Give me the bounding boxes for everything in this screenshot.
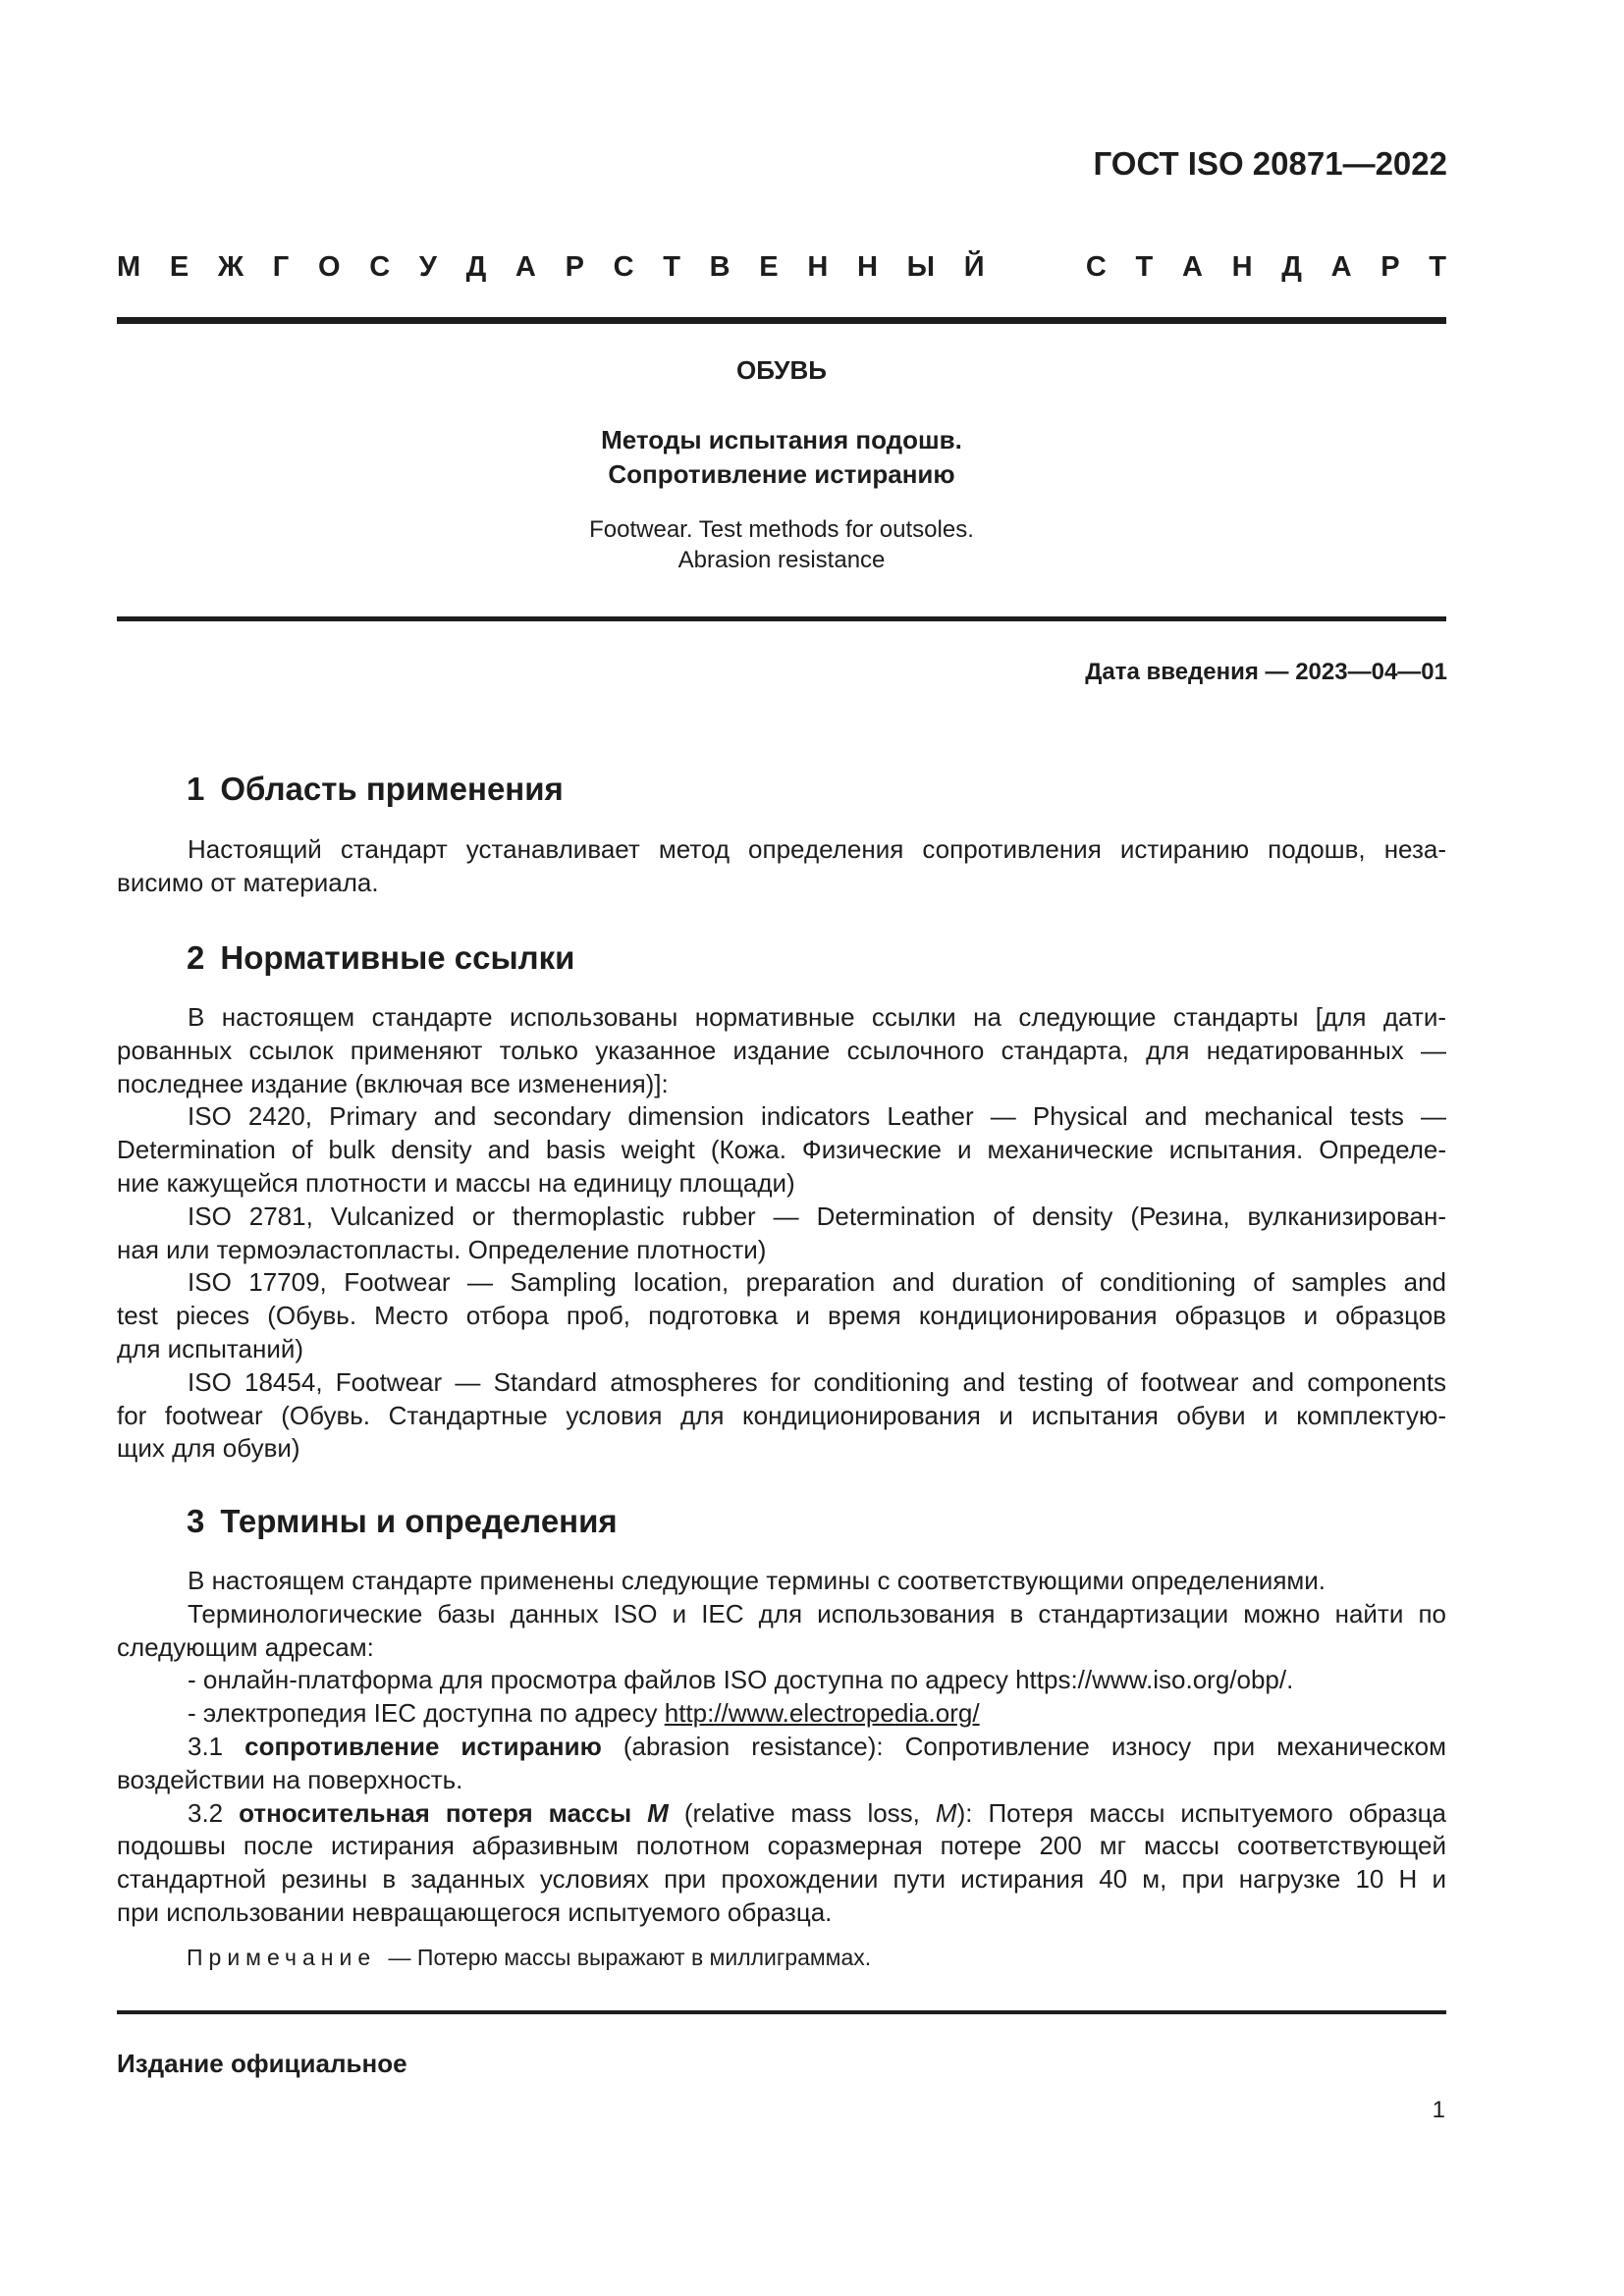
- reference-iso-18454: ISO 18454, Footwear — Standard atmospheres for conditioning and testing of footwear and components: [188, 1366, 1446, 1397]
- banner-letter: Н: [807, 251, 829, 283]
- subtitle-ru-line: Сопротивление истиранию: [608, 459, 955, 489]
- term-definition: (relative mass loss,: [668, 1797, 936, 1828]
- subtitle-ru-line: Методы испытания подошв.: [601, 425, 962, 454]
- section-2-body: [117, 1001, 1446, 1466]
- footer-rule: [117, 2010, 1446, 2014]
- title-rule: [117, 616, 1446, 621]
- document-subtitle-ru: [117, 423, 1446, 492]
- section-title: Область применения: [220, 771, 564, 807]
- reference-iso-2781: ISO 2781, Vulcanized or thermoplastic rubber — Determination of density (Резина, вулканизирован-: [188, 1201, 1446, 1231]
- text-line: Настоящий стандарт устанавливает метод определения сопротивления истиранию подошв, неза-: [188, 834, 1446, 864]
- banner-letter: В: [709, 251, 731, 283]
- banner-letter: Е: [759, 251, 779, 283]
- term-symbol: M: [647, 1797, 669, 1828]
- banner-letter: Т: [663, 251, 680, 283]
- text-line: ная или термоэластопласты. Определение плотности): [117, 1234, 767, 1264]
- text-line: подошвы после истирания абразивным полотном соразмерная потере 200 мг массы соответствующей: [117, 1831, 1446, 1861]
- term-number: 3.1: [188, 1731, 245, 1761]
- text-line: стандартной резины в заданных условиях при прохождении пути истирания 40 м, при нагрузке 10 Н и: [117, 1864, 1446, 1895]
- term-name: сопротивление истиранию: [244, 1731, 602, 1761]
- banner-letter: А: [1330, 251, 1352, 283]
- top-rule: [117, 317, 1446, 324]
- electropedia-link[interactable]: http://www.electropedia.org/: [664, 1698, 980, 1729]
- banner-letter: Н: [856, 251, 878, 283]
- banner-letter: Й: [963, 251, 985, 283]
- section-title: Нормативные ссылки: [220, 939, 575, 976]
- text-line: Терминологические базы данных ISO и IEC для использования в стандартизации можно найти по: [188, 1598, 1446, 1629]
- document-title: ОБУВЬ: [736, 355, 827, 385]
- section-number: 3: [187, 1503, 205, 1539]
- text-line: В настоящем стандарте использованы нормативные ссылки на следующие стандарты [для дати-: [188, 1002, 1446, 1032]
- banner-letter: Н: [1231, 251, 1253, 283]
- banner-letter: Р: [1380, 251, 1400, 283]
- section-3-body: [117, 1565, 1446, 1930]
- document-subtitle-en: [117, 514, 1446, 575]
- banner-letter: Т: [1429, 251, 1446, 283]
- banner-letter: Р: [565, 251, 584, 283]
- banner-letter: А: [514, 251, 536, 283]
- text-line: test pieces (Обувь. Место отбора проб, подготовка и время кондиционирования образцов и образцов: [117, 1301, 1446, 1331]
- text-line: ние кажущейся плотности и массы на единицу площади): [117, 1167, 795, 1198]
- section-2-heading: [187, 939, 574, 977]
- text-line: следующим адресам:: [117, 1631, 374, 1662]
- text-line: воздействии на поверхность.: [117, 1764, 463, 1794]
- section-title: Термины и определения: [220, 1503, 618, 1539]
- official-edition-label: Издание официальное: [117, 2049, 407, 2078]
- text-line: для испытаний): [117, 1333, 304, 1363]
- banner-letter: С: [369, 251, 391, 283]
- text-line: рованных ссылок применяют только указанное издание ссылочного стандарта, для недатированных —: [117, 1035, 1446, 1065]
- term-symbol-inline: M: [935, 1797, 957, 1828]
- banner-letter: С: [613, 251, 634, 283]
- banner-letter: С: [1085, 251, 1107, 283]
- banner-letter: У: [418, 251, 437, 283]
- section-1-body: [117, 833, 1446, 900]
- introduction-date: Дата введения — 2023—04—01: [1085, 659, 1447, 685]
- banner-letter: О: [317, 251, 341, 283]
- term-definition: (abrasion resistance): Сопротивление износу при механическом: [601, 1731, 1446, 1761]
- document-number: ГОСТ ISO 20871—2022: [1093, 145, 1447, 182]
- text-line: Determination of bulk density and basis weight (Кожа. Физические и механические испытания. Определе-: [117, 1135, 1446, 1165]
- banner-letter: Ж: [217, 251, 244, 283]
- banner-letter: Ы: [906, 251, 935, 283]
- term-3-2: [117, 1797, 1446, 1831]
- text-line: for footwear (Обувь. Стандартные условия для кондиционирования и испытания обуви и комплектую-: [117, 1400, 1446, 1430]
- page-number: 1: [1432, 2097, 1445, 2123]
- note: [187, 1945, 871, 1971]
- list-item-text: - электропедия IEC доступна по адресу: [188, 1698, 665, 1729]
- text-line: висимо от материала.: [117, 867, 379, 897]
- section-number: 2: [187, 939, 205, 976]
- term-number: 3.2: [188, 1797, 240, 1828]
- text-line: В настоящем стандарте применены следующие термины с соответствующими определениями.: [188, 1566, 1326, 1595]
- banner-letter: Е: [169, 251, 189, 283]
- text-line: при использовании невращающегося испытуемого образца.: [117, 1896, 833, 1927]
- banner-letter: Т: [1135, 251, 1154, 283]
- reference-iso-17709: ISO 17709, Footwear — Sampling location, preparation and duration of conditioning of samples and: [188, 1267, 1446, 1298]
- list-item-electropedia: [117, 1697, 1446, 1731]
- term-definition: ): Потеря массы испытуемого образца: [956, 1797, 1447, 1828]
- term-name: относительная потеря массы: [239, 1797, 648, 1828]
- section-3-heading: [187, 1503, 618, 1540]
- subtitle-en-line: Footwear. Test methods for outsoles.: [589, 516, 974, 543]
- text-line: последнее издание (включая все изменения)]:: [117, 1068, 669, 1098]
- list-item-iso-obp: - онлайн-платформа для просмотра файлов ISO доступна по адресу https://www.iso.org/obp/.: [188, 1665, 1294, 1695]
- banner-letter: Д: [1281, 251, 1302, 283]
- section-number: 1: [187, 771, 205, 807]
- text-line: щих для обуви): [117, 1433, 300, 1464]
- standard-type-banner: [117, 251, 1446, 284]
- banner-letter: М: [117, 251, 141, 283]
- banner-letter: Д: [465, 251, 487, 283]
- note-text: — Потерю массы выражают в миллиграммах.: [382, 1945, 872, 1970]
- banner-word-gap: [1013, 251, 1056, 284]
- banner-letter: Г: [272, 251, 290, 283]
- term-3-1: [117, 1731, 1446, 1764]
- section-1-heading: [187, 771, 564, 808]
- banner-letter: А: [1181, 251, 1203, 283]
- note-label: Примечание: [187, 1945, 377, 1970]
- reference-iso-2420: ISO 2420, Primary and secondary dimension indicators Leather — Physical and mechanical tests —: [188, 1101, 1446, 1132]
- subtitle-en-line: Abrasion resistance: [677, 547, 886, 573]
